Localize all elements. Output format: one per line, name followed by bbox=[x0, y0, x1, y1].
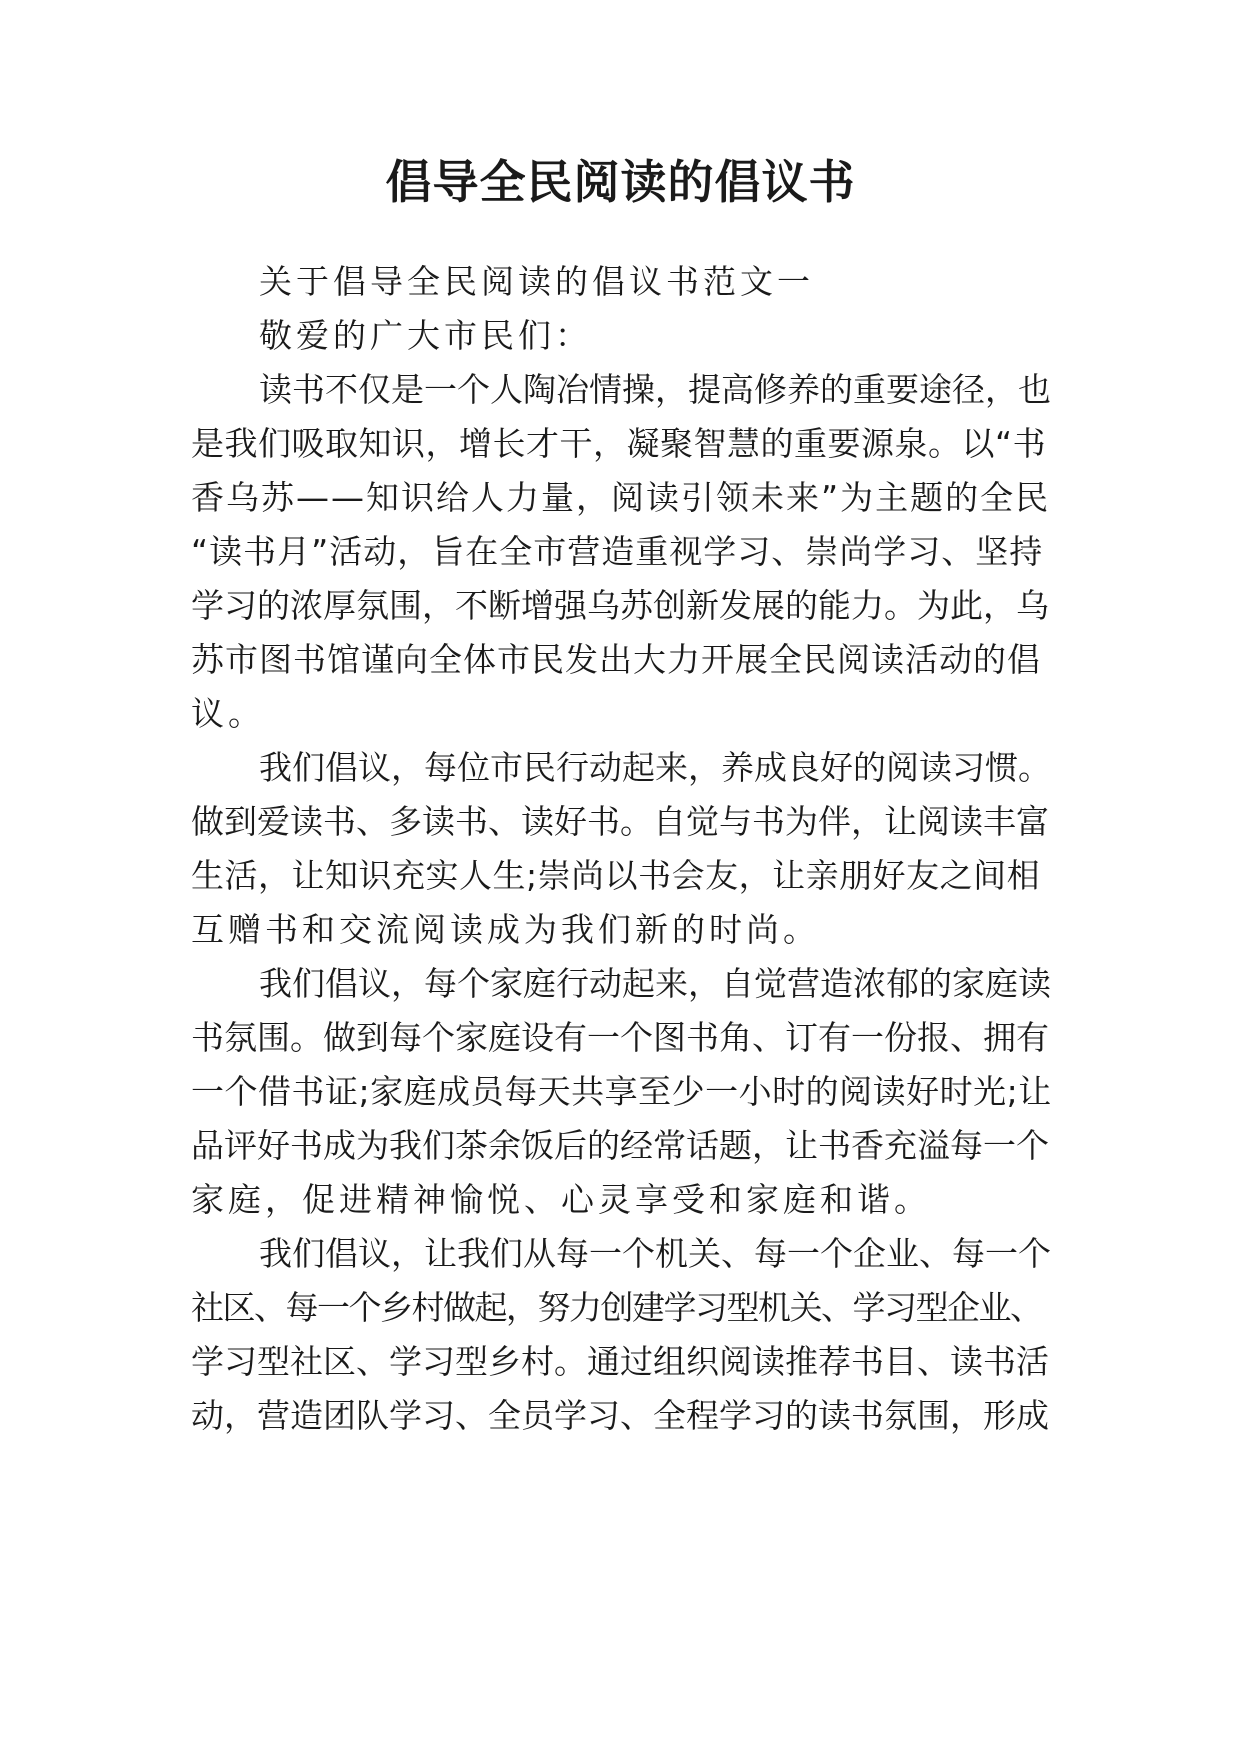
paragraph-line: 做到爱读书、多读书、读好书。自觉与书为伴，让阅读丰富 bbox=[191, 802, 1049, 841]
paragraph-line: 生活，让知识充实人生;崇尚以书会友，让亲朋好友之间相 bbox=[191, 856, 1041, 895]
paragraph-line: 我们倡议，每个家庭行动起来，自觉营造浓郁的家庭读 bbox=[259, 964, 1051, 1003]
subtitle-line: 关于倡导全民阅读的倡议书范文一 bbox=[259, 262, 814, 301]
paragraph-line: 书氛围。做到每个家庭设有一个图书角、订有一份报、拥有 bbox=[191, 1018, 1049, 1057]
paragraph-line: 我们倡议，每位市民行动起来，养成良好的阅读习惯。 bbox=[259, 748, 1051, 787]
paragraph-line: 学习的浓厚氛围，不断增强乌苏创新发展的能力。为此，乌 bbox=[191, 586, 1049, 625]
paragraph-line: 我们倡议，让我们从每一个机关、每一个企业、每一个 bbox=[259, 1234, 1051, 1273]
paragraph-line: 议。 bbox=[191, 694, 265, 733]
paragraph-line: 家庭，促进精神愉悦、心灵享受和家庭和谐。 bbox=[191, 1180, 931, 1219]
paragraph-line: 互赠书和交流阅读成为我们新的时尚。 bbox=[191, 910, 820, 949]
paragraph-line: 苏市图书馆谨向全体市民发出大力开展全民阅读活动的倡 bbox=[191, 640, 1041, 679]
paragraph-line: 香乌苏——知识给人力量，阅读引领未来”为主题的全民 bbox=[191, 478, 1051, 517]
paragraph-line: “读书月”活动，旨在全市营造重视学习、崇尚学习、坚持 bbox=[191, 532, 1044, 571]
paragraph-line: 读书不仅是一个人陶冶情操，提高修养的重要途径，也 bbox=[259, 370, 1051, 409]
paragraph-line: 动，营造团队学习、全员学习、全程学习的读书氛围，形成 bbox=[191, 1396, 1049, 1435]
paragraph-line: 是我们吸取知识，增长才干，凝聚智慧的重要源泉。以“书 bbox=[191, 424, 1047, 463]
paragraph-line: 品评好书成为我们茶余饭后的经常话题，让书香充溢每一个 bbox=[191, 1126, 1049, 1165]
paragraph-line: 一个借书证;家庭成员每天共享至少一小时的阅读好时光;让 bbox=[191, 1072, 1052, 1111]
paragraph-line: 社区、每一个乡村做起，努力创建学习型机关、学习型企业、 bbox=[191, 1288, 1042, 1327]
document-title: 倡导全民阅读的倡议书 bbox=[385, 155, 856, 209]
salutation-line: 敬爱的广大市民们： bbox=[259, 316, 592, 355]
paragraph-line: 学习型社区、学习型乡村。通过组织阅读推荐书目、读书活 bbox=[191, 1342, 1049, 1381]
